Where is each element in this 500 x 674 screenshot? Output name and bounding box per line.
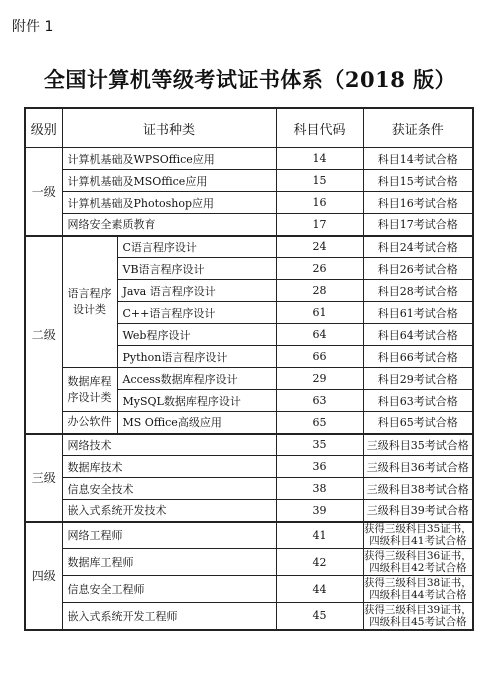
table-row — [25, 214, 473, 236]
condition: 获得三级科目36证书，四级科目42考试合格 — [363, 550, 472, 574]
cert-name: Java 语言程序设计 — [117, 280, 276, 302]
table-row — [25, 576, 473, 603]
condition: 三级科目38考试合格 — [363, 478, 473, 500]
subcategory-cell: 数据库程序设计类 — [62, 368, 117, 412]
condition: 科目63考试合格 — [363, 390, 473, 412]
condition: 三级科目35考试合格 — [363, 434, 473, 456]
table-row — [25, 603, 473, 630]
header-cert: 证书种类 — [62, 108, 276, 148]
condition: 科目65考试合格 — [363, 412, 473, 434]
condition: 科目26考试合格 — [363, 258, 473, 280]
condition: 获得三级科目38证书，四级科目44考试合格 — [363, 577, 472, 601]
subject-code: 38 — [276, 478, 363, 500]
table-row — [25, 236, 473, 258]
subcategory-cell: 办公软件 — [62, 412, 117, 434]
table-row — [25, 170, 473, 192]
header-code: 科目代码 — [276, 108, 363, 148]
subject-code: 35 — [276, 434, 363, 456]
cert-name: 网络技术 — [62, 434, 276, 456]
attachment-label: 附件 1 — [12, 19, 54, 35]
condition: 获得三级科目35证书，四级科目41考试合格 — [363, 523, 472, 548]
condition: 科目64考试合格 — [363, 324, 473, 346]
subject-code: 45 — [276, 603, 363, 630]
cert-name: 数据库技术 — [62, 456, 276, 478]
table-row — [25, 148, 473, 170]
condition: 科目66考试合格 — [363, 346, 473, 368]
level-cell: 一级 — [25, 148, 62, 236]
table-row — [25, 500, 473, 522]
cert-name: 计算机基础及Photoshop应用 — [62, 192, 276, 214]
header-cond: 获证条件 — [363, 108, 473, 148]
subject-code: 15 — [276, 170, 363, 192]
subject-code: 29 — [276, 368, 363, 390]
cert-name: 数据库工程师 — [62, 549, 276, 576]
subject-code: 42 — [276, 549, 363, 576]
condition: 科目14考试合格 — [363, 148, 473, 170]
level-cell: 二级 — [25, 236, 62, 434]
subject-code: 24 — [276, 236, 363, 258]
subcategory-cell: 语言程序设计类 — [62, 236, 117, 368]
subject-code: 36 — [276, 456, 363, 478]
condition: 科目24考试合格 — [363, 236, 473, 258]
subject-code: 16 — [276, 192, 363, 214]
condition: 三级科目36考试合格 — [363, 456, 473, 478]
cert-name: Python语言程序设计 — [117, 346, 276, 368]
table-row — [25, 522, 473, 549]
subject-code: 41 — [276, 522, 363, 549]
table-row — [25, 456, 473, 478]
subject-code: 61 — [276, 302, 363, 324]
cert-name: 信息安全技术 — [62, 478, 276, 500]
subject-code: 26 — [276, 258, 363, 280]
table-row — [25, 434, 473, 456]
cert-name: Web程序设计 — [117, 324, 276, 346]
cert-name: VB语言程序设计 — [117, 258, 276, 280]
condition: 科目61考试合格 — [363, 302, 473, 324]
condition: 科目15考试合格 — [363, 170, 473, 192]
cert-name: Access数据库程序设计 — [117, 368, 276, 390]
subject-code: 17 — [276, 214, 363, 236]
cert-name: 网络工程师 — [62, 522, 276, 549]
subject-code: 64 — [276, 324, 363, 346]
subject-code: 14 — [276, 148, 363, 170]
table-row — [25, 412, 473, 434]
subject-code: 65 — [276, 412, 363, 434]
cert-name: C++语言程序设计 — [117, 302, 276, 324]
cert-name: 计算机基础及WPSOffice应用 — [62, 148, 276, 170]
table-row — [25, 549, 473, 576]
level-cell: 四级 — [25, 522, 62, 630]
cert-name: 网络安全素质教育 — [62, 214, 276, 236]
subject-code: 28 — [276, 280, 363, 302]
cert-name: C语言程序设计 — [117, 236, 276, 258]
subject-code: 66 — [276, 346, 363, 368]
subject-code: 44 — [276, 576, 363, 603]
condition: 三级科目39考试合格 — [363, 500, 473, 522]
certificate-table — [24, 107, 474, 631]
condition: 科目29考试合格 — [363, 368, 473, 390]
condition: 科目28考试合格 — [363, 280, 473, 302]
level-cell: 三级 — [25, 434, 62, 522]
cert-name: 计算机基础及MSOffice应用 — [62, 170, 276, 192]
subject-code: 63 — [276, 390, 363, 412]
cert-name: MySQL数据库程序设计 — [117, 390, 276, 412]
condition: 科目16考试合格 — [363, 192, 473, 214]
condition: 获得三级科目39证书，四级科目45考试合格 — [363, 603, 472, 628]
header-level: 级别 — [25, 108, 62, 148]
subject-code: 39 — [276, 500, 363, 522]
document-title: 全国计算机等级考试证书体系（2018 版） — [43, 67, 457, 92]
condition: 科目17考试合格 — [363, 214, 473, 236]
table-row — [25, 192, 473, 214]
table-row — [25, 368, 473, 390]
table-header-row — [25, 108, 473, 148]
cert-name: 信息安全工程师 — [62, 576, 276, 603]
cert-name: 嵌入式系统开发工程师 — [62, 603, 276, 630]
cert-name: 嵌入式系统开发技术 — [62, 500, 276, 522]
cert-name: MS Office高级应用 — [117, 412, 276, 434]
table-row — [25, 478, 473, 500]
